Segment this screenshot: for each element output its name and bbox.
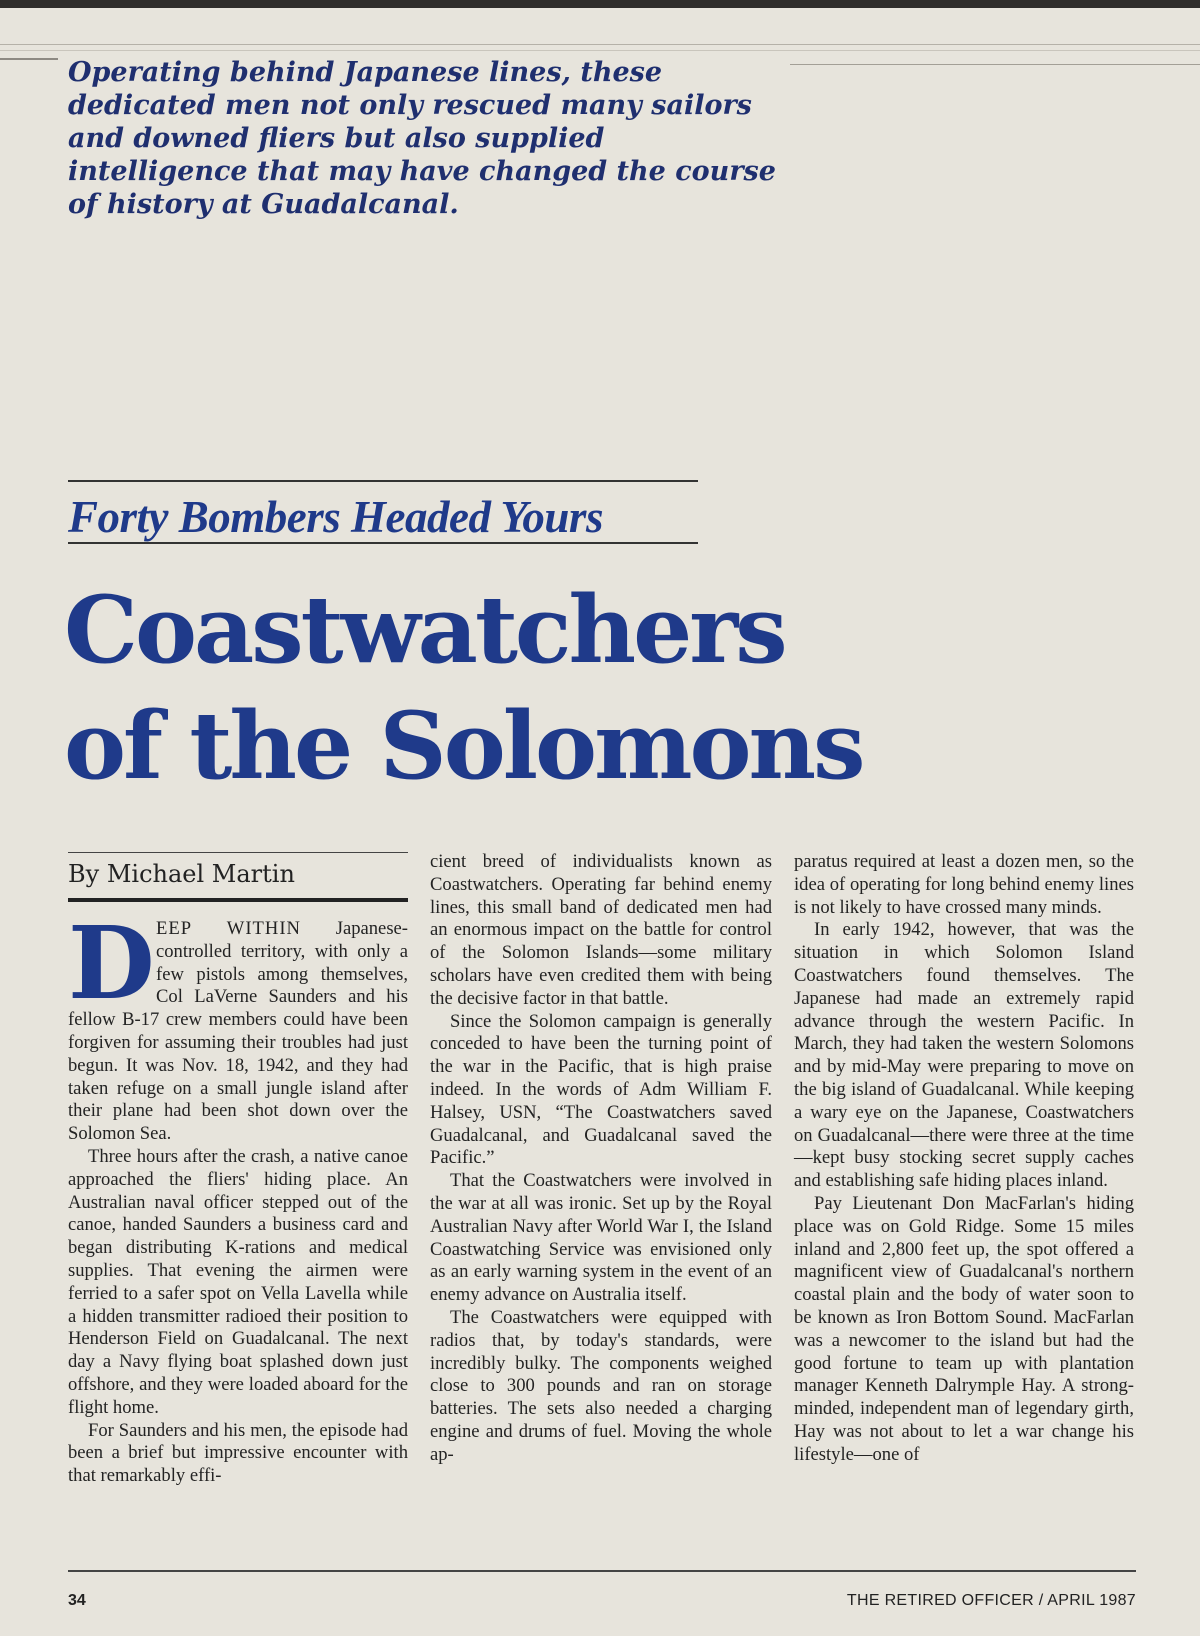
text-column-3 bbox=[794, 851, 1134, 1467]
paragraph: The Coastwatchers were equipped with radios that, by today's standards, were incredibly bulky. The components weighed close to 300 pounds and ran on storage batteries. The sets also needed a charging engine and drums of fuel. Moving the whole ap- bbox=[430, 1306, 772, 1465]
running-footer: THE RETIRED OFFICER / APRIL 1987 bbox=[846, 1592, 1136, 1609]
page-edge bbox=[0, 0, 1200, 8]
top-rule bbox=[0, 44, 1200, 45]
article-headline bbox=[64, 572, 1164, 804]
paragraph: cient breed of individualists known as Coastwatchers. Operating far behind enemy lines, this small band of dedicated men had an enormous impact on the battle for control of the Solomon Islands—some military scholars have even credited them with being the decisive factor in that battle. bbox=[430, 851, 772, 1009]
top-rule bbox=[0, 50, 1200, 51]
byline: By Michael Martin bbox=[68, 860, 295, 888]
top-rule bbox=[0, 58, 58, 60]
paragraph: For Saunders and his men, the episode had been a brief but impressive encounter with that remarkably effi- bbox=[68, 1419, 408, 1487]
page-number: 34 bbox=[68, 1592, 86, 1609]
byline-rule-thick bbox=[68, 898, 408, 902]
paragraph: Three hours after the crash, a native canoe approached the fliers' hiding place. An Australian naval officer stepped out of the canoe, handed Saunders a business card and began distributing K-rations and medical supplies. That evening the airmen were ferried to a safer spot on Vella Lavella while a hidden transmitter radioed their position to Henderson Field on Guadalcanal. The next day a Navy flying boat splashed down just offshore, and they were loaded aboard for the flight home. bbox=[68, 1145, 408, 1418]
text-column-2 bbox=[430, 851, 772, 1467]
paragraph: In early 1942, however, that was the situation in which Solomon Island Coastwatchers found themselves. The Japanese had made an extremely rapid advance through the western Pacific. In March, they had taken the western Solomons and by mid-May were preparing to move on the big island of Guadalcanal. While keeping a wary eye on the Japanese, Coastwatchers on Guadalcanal—there were three at the time—kept busy stocking secret supply caches and establishing safe hiding places inland. bbox=[794, 919, 1134, 1192]
paragraph bbox=[68, 904, 408, 1146]
lead-caps: EEP WITHIN bbox=[156, 918, 301, 939]
paragraph: Since the Solomon campaign is generally conceded to have been the turning point of the war in the Pacific, that is high praise indeed. In the words of Adm William F. Halsey, USN, “The Coastwatchers saved Guadalcanal, and Guadalcanal saved the Pacific.” bbox=[430, 1010, 772, 1169]
article-kicker: Forty Bombers Headed Yours bbox=[68, 492, 603, 542]
paragraph: Pay Lieutenant Don MacFarlan's hiding place was on Gold Ridge. Some 15 miles inland and 2,800 feet up, the spot offered a magnificent view of Guadalcanal's northern coastal plain and the body of water soon to be known as Iron Bottom Sound. MacFarlan was a newcomer to the island but had the good fortune to team up with plantation manager Kenneth Dalrymple Hay. A strong-minded, independent man of legendary girth, Hay was not about to let a war change his lifestyle—one of bbox=[794, 1192, 1134, 1465]
drop-cap: D bbox=[68, 904, 155, 1022]
kicker-rule-bottom bbox=[68, 542, 698, 544]
paragraph-text: Japanese-controlled territory, with only a few pistols among themselves, Col LaVerne Saunders and his fellow B-17 crew members could have been forgiven for assuming their troubles had just begun. It was Nov. 18, 1942, and they had taken refuge on a small jungle island after their plane had been shot down over the Solomon Sea. bbox=[68, 918, 408, 1145]
paragraph: That the Coastwatchers were involved in the war at all was ironic. Set up by the Royal Australian Navy after World War I, the Island Coastwatching Service was envisioned only as an early warning system in the event of an enemy advance on Australia itself. bbox=[430, 1170, 772, 1306]
top-rule bbox=[790, 64, 1200, 65]
kicker-rule-top bbox=[68, 480, 698, 482]
paragraph: paratus required at least a dozen men, so the idea of operating for long behind enemy lines is not likely to have crossed many minds. bbox=[794, 851, 1134, 918]
headline-line-1: Coastwatchers bbox=[64, 575, 785, 684]
article-deck: Operating behind Japanese lines, these dedicated men not only rescued many sailors and downed fliers but also supplied intelligence that may have changed the course of history at Guadalcanal. bbox=[68, 57, 776, 220]
headline-line-2: of the Solomons bbox=[64, 691, 863, 800]
byline-rule bbox=[68, 852, 408, 853]
text-column-1 bbox=[68, 904, 408, 1488]
footer-rule bbox=[68, 1570, 1136, 1572]
